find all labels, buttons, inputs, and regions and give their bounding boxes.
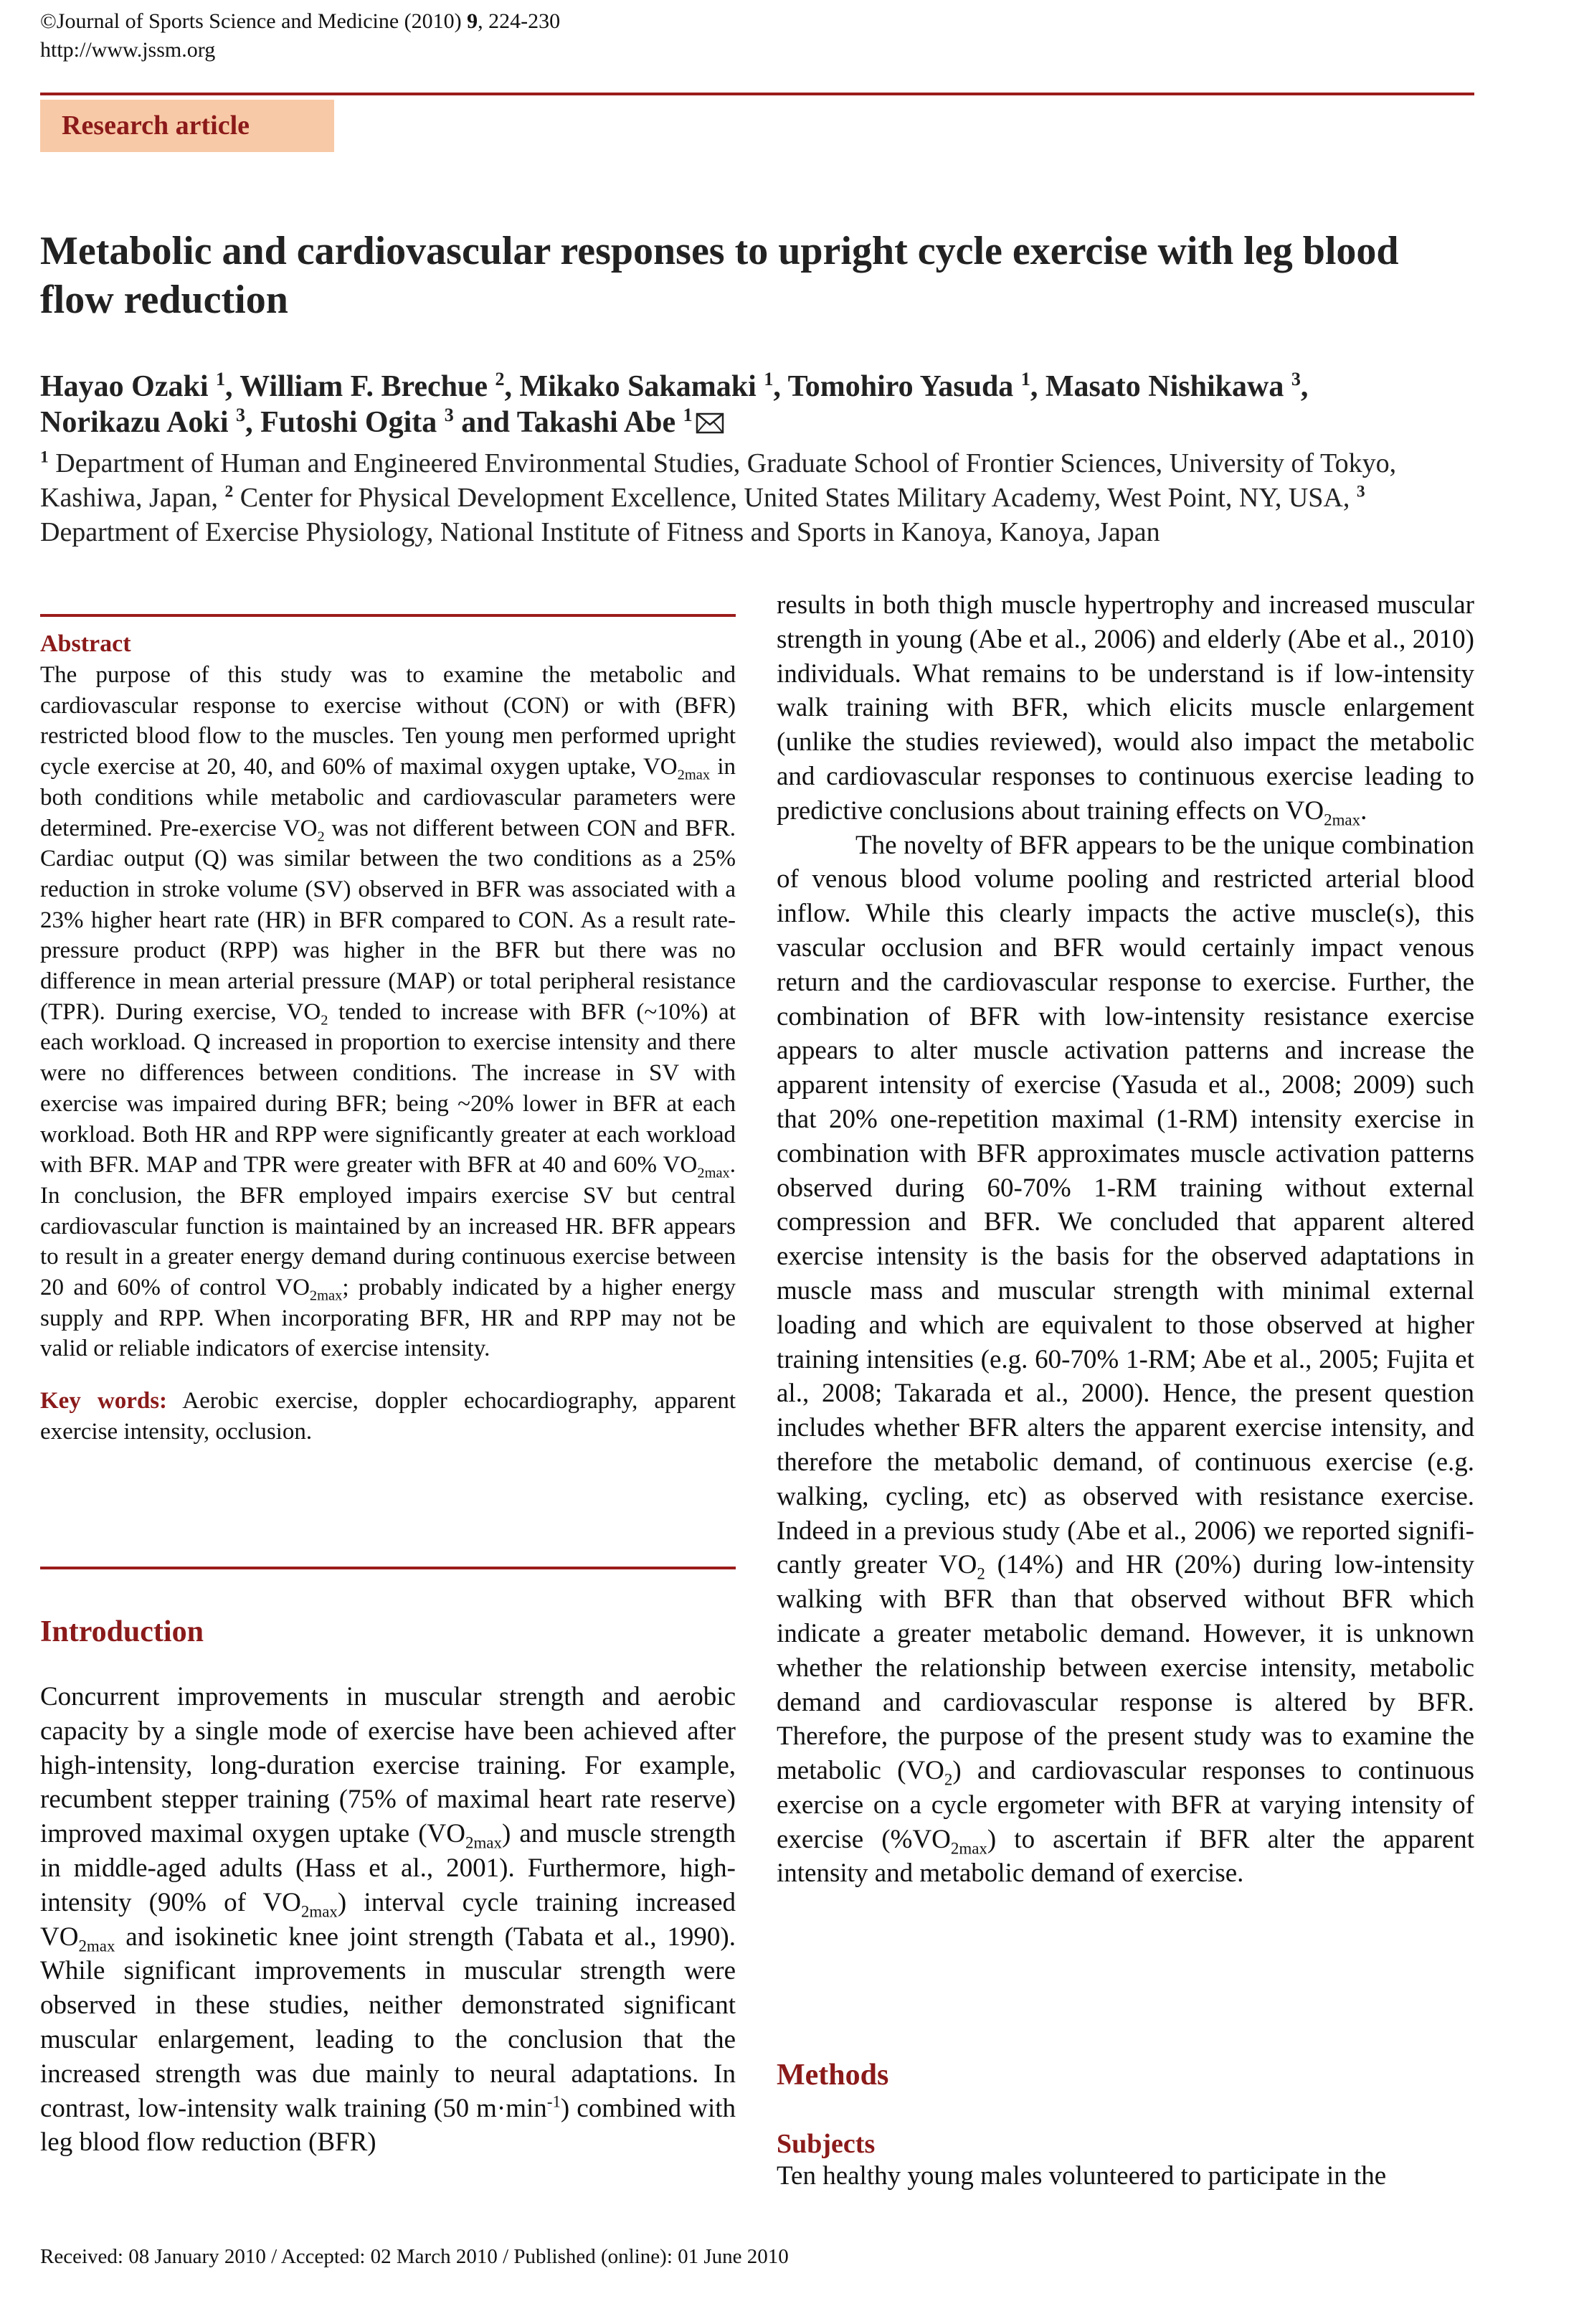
article-title: Metabolic and cardiovascular responses to upright cycle exercise with leg blood flow reduction (40, 229, 1399, 322)
methods-heading: Methods (777, 2059, 889, 2092)
right-column (777, 588, 1474, 1891)
journal-header (40, 7, 560, 65)
author: William F. Brechue $^2$, (240, 369, 520, 403)
author-list (40, 369, 1474, 443)
affiliations: $^1$ Department of Human and Engineered Environmental Studies, Graduate School of Frontier Sciences, University of Tokyo, Kashiwa, Japan, $^2$ Center for Physical Development Excellence, United States Military Academy, West Point, NY, USA, $^3$ Department of Exercise Physiology, National Institute of Fitness and Sports in Kanoya, Kanoya, Japan (40, 448, 1397, 547)
journal-url[interactable]: http://www.jssm.org (40, 38, 216, 62)
publication-dates: Received: 08 January 2010 / Accepted: 02 March 2010 / Published (online): 01 June 2010 (40, 2245, 789, 2268)
introduction-paragraph: Concurrent improvements in muscular strength and aerobic capacity by a single mode of exercise have been achieved after high-intensity, long-duration exercise training. For example, recumbent stepper training (75% of maximal heart rate reserve) improved maximal oxygen uptake $(VO_{2max})$ and muscle strength in middle-aged adults (Hass et al., 2001). Furthermore, high-intensity (90% of $VO_{2max}$) interval cycle training increased $VO_{2max}$ and isokinetic knee joint strength (Tabata et al., 1990). While significant improvements in muscular strength were observed in these studies, neither demonstrated significant muscular enlargement, leading to the conclusion that the increased strength was due mainly to neural adaptations. In contrast, low-intensity walk training (50 $m\cdot\min^{-1}$) combined with leg blood flow reduction (BFR) (40, 1682, 736, 2158)
envelope-icon[interactable] (696, 407, 724, 443)
author: Mikako Sakamaki $^1$, (519, 369, 788, 403)
keywords: Key words: Aerobic exercise, doppler echocardiography, apparent exercise intensity, occlusion. (40, 1388, 736, 1445)
intro-paragraph-novelty: The novelty of BFR appears to be the unique combination of venous blood volume pooling and restricted arterial blood inflow. While this clearly impacts the active muscle(s), this vascular occlusion and BFR would certainly impact venous return and the cardiovascular response to exercise. Further, the combination of BFR with low-intensity resistance exercise appears to alter muscle activation patterns and increase the apparent intensity of exercise (Yasuda et al., 2008; 2009) such that 20% one-repetition maximal (1-RM) intensity exercise in combination with BFR approximates muscle activation patterns observed during 60-70% 1-RM training without external compression and BFR. We concluded that apparent altered exercise intensity is the basis for the observed adaptations in muscle mass and muscular strength with minimal external loading and which are equivalent to those observed at higher training intensities (e.g. 60-70% 1-RM; Abe et al., 2005; Fujita et al., 2008; Takarada et al., 2000). Hence, the present question includes whether BFR alters the apparent exercise intensity, and therefore the metabolic demand, of continuous exercise (e.g. walking, cycling, etc) as observed with resistance exercise. Indeed in a previous study (Abe et al., 2006) we reported significantly greater $VO_2$ (14%) and HR (20%) during low-intensity walking with BFR than that observed without BFR which indicate a greater metabolic demand. However, it is unknown whether the relationship between exercise intensity, metabolic demand and cardiovascular response is altered by BFR. Therefore, the purpose of the present study was to examine the metabolic $(VO_2)$ and cardiovascular responses to continuous exercise on a cycle ergometer with BFR at varying intensity of exercise $(\%VO_{2max})$ to ascertain if BFR alter the apparent intensity and metabolic demand of exercise. (777, 830, 1474, 1889)
subjects-text: Ten healthy young males volunteered to participate in the (777, 2161, 1387, 2191)
keywords-label: Key words: (40, 1388, 168, 1414)
journal-citation: ©Journal of Sports Science and Medicine (2010) 9, 224-230 (40, 9, 561, 33)
author: Hayao Ozaki $^1$, (40, 369, 240, 403)
author: Masato Nishikawa $^3$, (1045, 369, 1309, 403)
left-column (40, 617, 736, 1447)
introduction-heading: Introduction (40, 1615, 204, 1648)
header-rule (40, 93, 1474, 95)
author: Norikazu Aoki $^3$, (40, 405, 261, 439)
introduction-body (40, 1680, 736, 2160)
subjects-heading: Subjects (777, 2129, 876, 2159)
article-type-badge: Research article (40, 100, 334, 152)
abstract-heading: Abstract (40, 630, 131, 657)
intro-paragraph-continued: results in both thigh muscle hypertrophy and increased muscular strength in young (Abe et al., 2006) and elderly (Abe et al., 2010) individuals. What remains to be understand is if low-intensity walk training with BFR, which elicits muscle enlargement (unlike the studies reviewed), would also impact the metabolic and cardiovascular responses to continuous exercise leading to predictive conclusions about training effects on $VO_{2max}$. (777, 590, 1474, 829)
abstract-text: The purpose of this study was to examine the metabolic and cardiovascular response to exercise without (CON) or with (BFR) restricted blood flow to the muscles. Ten young men performed upright cycle exercise at 20, 40, and 60% of maximal oxygen uptake, $VO_{2max}$ in both conditions while metabolic and cardiovascular parameters were determined. Pre-exercise $VO_2$ was not different between CON and BFR. Cardiac output (Q) was similar between the two conditions as a 25% reduction in stroke volume (SV) observed in BFR was associated with a 23% higher heart rate (HR) in BFR compared to CON. As a result rate-pressure product (RPP) was higher in the BFR but there was no difference in mean arterial pressure (MAP) or total peripheral resistance (TPR). During exercise, $VO_2$ tended to increase with BFR (~10%) at each workload. Q increased in proportion to exercise intensity and there were no differences between conditions. The increase in SV with exercise was impaired during BFR; being ~20% lower in BFR at each workload. Both HR and RPP were significantly greater at each workload with BFR. MAP and TPR were greater with BFR at 40 and 60% $VO_{2max}$. In conclusion, the BFR employed impairs exercise SV but central cardiovascular function is maintained by an increased HR. BFR appears to result in a greater energy demand during continuous exercise between 20 and 60% of control $VO_{2max}$; probably indicated by a higher energy supply and RPP. When incorporating BFR, HR and RPP may not be valid or reliable indicators of exercise intensity. (40, 662, 736, 1362)
author: Tomohiro Yasuda $^1$, (787, 369, 1045, 403)
abstract-bottom-rule (40, 1567, 736, 1569)
author: Futoshi Ogita $^3$ and (260, 405, 517, 439)
author: Takashi Abe $^1$ (516, 405, 693, 439)
